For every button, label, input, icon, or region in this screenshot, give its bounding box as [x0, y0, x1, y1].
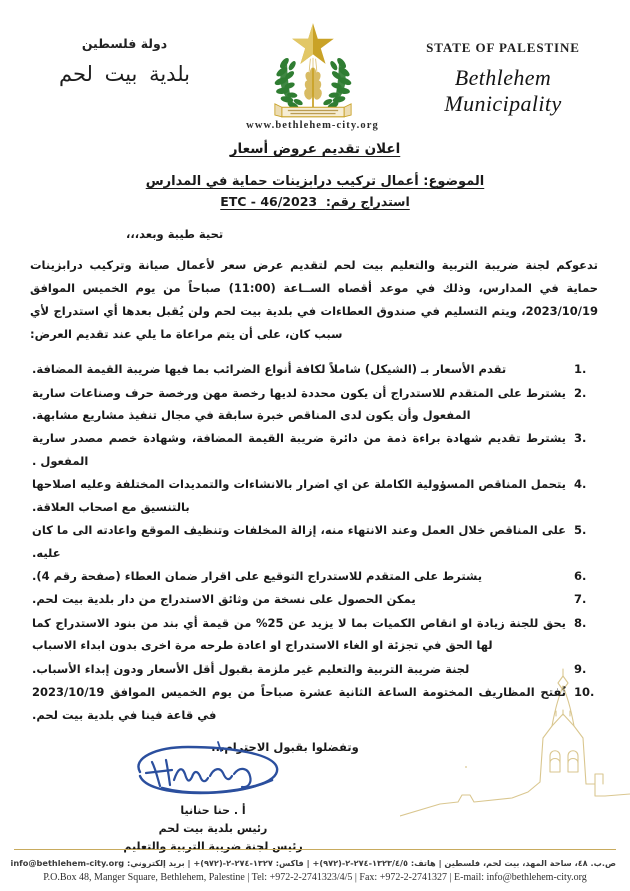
letterhead-english-municipality: Bethlehem Municipality: [444, 65, 562, 116]
title-block: [26, 138, 604, 212]
clause-item: لجنة ضريبة التربية والتعليم غير ملزمة بقبول أقل الأسعار ودون إبداء الأسباب.: [32, 661, 470, 676]
clause-item: على المناقص خلال العمل وعند الانتهاء منه، إزالة المخلفات وتنظيف الموقع واعادته الى ما كان عليه.: [32, 523, 566, 560]
footer-arabic-contact: ص.ب. ٤٨، ساحة المهد، بيت لحم، فلسطين | هاتف: ١٣٢٣/٤/٥-٢٧٤-٢-(٩٧٢)+ | فاكس: ١٣٢٧-٢٧٤-٢-(٩٧٢)+ | بريد إلكتروني: info@bethlehem-city.org: [10, 857, 616, 868]
clause-item: يحق للجنة زيادة او انقاص الكميات بما لا يزيد عن 25% من قيمة أي بند من بنود الاستدراج كما لها الحق في تجزئة او الغاء الاستدراج او اعادة طرحه مرة اخرى بدون ابداء الاسباب: [32, 615, 566, 653]
document-body: [0, 138, 630, 853]
clause-item: يشترط على المتقدم للاستدراج التوقيع على اقرار ضمان العطاء (صفحة رقم 4).: [32, 568, 483, 583]
letterhead-website: www.bethlehem-city.org: [246, 120, 379, 131]
palestine-coat-of-arms-emblem: [261, 18, 365, 122]
intro-paragraph: تدعوكم لجنة ضريبة التربية والتعليم بيت لحم لتقديم عرض سعر لأعمال صيانة وتركيب درابزينات حماية في المدارس، وذلك في موعد أقصاه الســاعة (11:00) صباحاً من يوم الخميس الموافق 2023/10/19، ويتم التسليم في صندوق العطاءات في بلدية بيت لحم ولن يُقبل بعدها أي استدراج لأي سبب كان، على أن يتم مراعاة ما يلي عند تقديم العرض:: [30, 258, 598, 342]
signature-area: [26, 740, 604, 853]
letterhead-arabic: [22, 18, 227, 86]
clause-item: تقدم الأسعار بـ (الشيكل) شاملاً لكافة أنواع الضرائب بما فيها ضريبة القيمة المضافة.: [32, 362, 507, 377]
letterhead-english-state: STATE OF PALESTINE: [426, 40, 580, 55]
greeting-line: تحية طيبة وبعد،،،: [126, 227, 224, 242]
clause-item: يمكن الحصول على نسخة من وثائق الاستدراج من دار بلدية بيت لحم.: [32, 592, 416, 607]
letterhead-arabic-state: دولة فلسطين: [81, 36, 168, 51]
signatory-title-1: رئيس بلدية بيت لحم: [158, 821, 268, 835]
closing-line: وتفضلوا بقبول الاحترام،،،: [211, 739, 359, 754]
clause-item: يشترط تقديم شهادة براءة ذمة من دائرة ضريبة القيمة المضافة، وشهادة خصم مصدر سارية المفعول .: [32, 431, 566, 468]
subject-title: الموضوع: أعمال تركيب درابزينات حماية في المدارس: [145, 173, 485, 189]
signatory-title-2: رئيس لجنة ضريبة التربية والتعليم: [123, 839, 303, 853]
letterhead: [0, 0, 630, 131]
reference-number-line: [220, 193, 410, 212]
signatory-name: أ . حنا حنانيا: [180, 803, 246, 817]
handwritten-signature: [122, 740, 292, 798]
page-footer: [0, 849, 630, 883]
clause-item: تُفتح المظاريف المختومة الساعة الثانية عشرة صباحاً من يوم الخميس الموافق 2023/10/19 في قاعة فينا في بلدية بيت لحم.: [32, 685, 566, 722]
signatory-block: [98, 802, 328, 855]
footer-divider: [14, 849, 616, 850]
reference-label: استدراج رقم:: [325, 194, 410, 210]
letterhead-english: [398, 18, 608, 117]
clause-item: يتحمل المناقص المسؤولية الكاملة عن اي اضرار بالانشاءات والتمديدات المختلفة وعليه اصلاحها بالتنسيق مع اصحاب العلاقة.: [32, 477, 566, 514]
clauses-list: [26, 358, 604, 726]
reference-number: ETC - 46/2023: [220, 194, 318, 210]
announcement-title: اعلان تقديم عروض أسعار: [229, 141, 401, 157]
clause-item: يشترط على المتقدم للاستدراج أن يكون محددة لديها رخصة مهن ورخصة حرف وصناعات سارية المفعول وأن يكون لدى المناقص خبرة سابقة في مجال تنفيذ مشاريع مشابهة.: [32, 385, 566, 423]
letterhead-arabic-municipality: بلدية بيت لحم: [58, 62, 190, 86]
footer-english-contact: P.O.Box 48, Manger Square, Bethlehem, Palestine | Tel: +972-2-2741323/4/5 | Fax: +972-2-2741327 | E-mail: info@bethlehem-city.org: [43, 872, 587, 883]
letterhead-emblem-block: [233, 18, 393, 131]
